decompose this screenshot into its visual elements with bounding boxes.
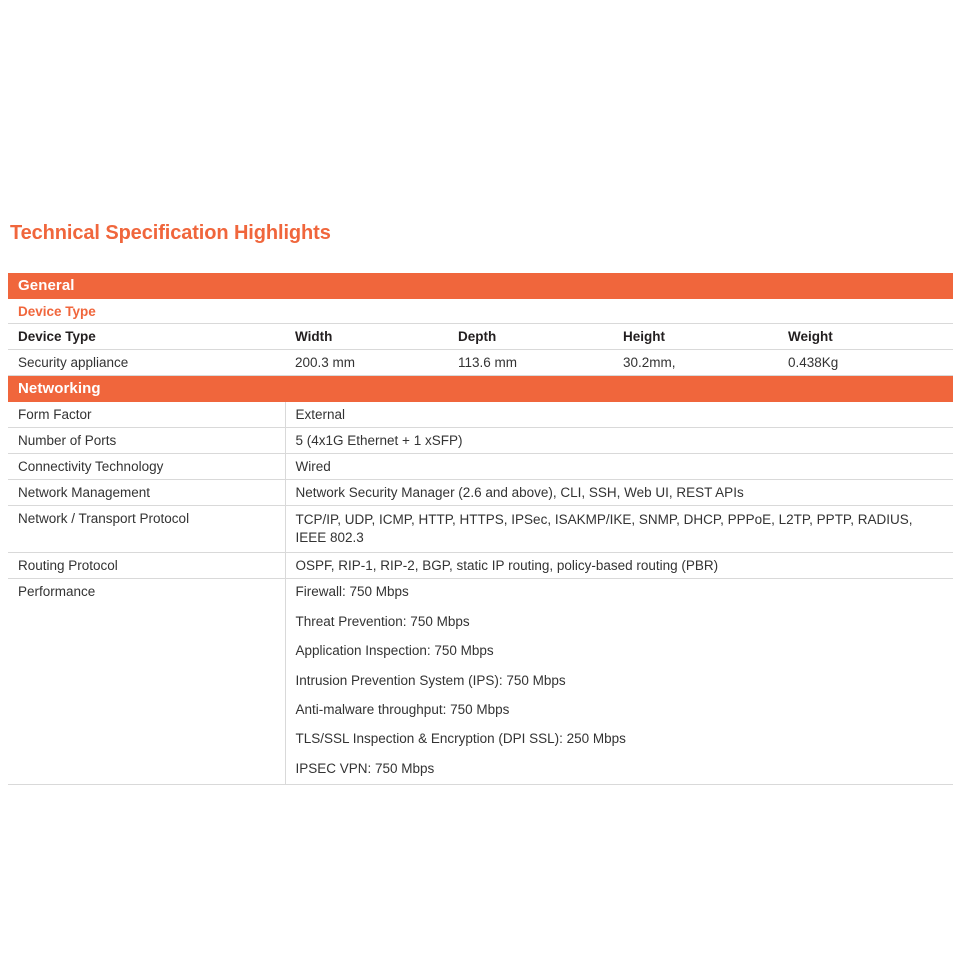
cell-value-network-management: Network Security Manager (2.6 and above), CLI, SSH, Web UI, REST APIs (285, 480, 953, 506)
table-header-row (8, 324, 953, 350)
cell-label-routing-protocol: Routing Protocol (8, 553, 285, 579)
section-header-networking (8, 376, 953, 403)
subsection-label-device-type-text: Device Type (8, 299, 953, 324)
section-header-general (8, 273, 953, 299)
table-row (8, 428, 953, 454)
cell-value-connectivity-technology: Wired (285, 454, 953, 480)
cell-depth: 113.6 mm (448, 350, 613, 376)
list-item: Intrusion Prevention System (IPS): 750 Mbps (295, 672, 566, 688)
technical-specification-table (8, 273, 953, 785)
cell-width: 200.3 mm (285, 350, 448, 376)
list-item: IPSEC VPN: 750 Mbps (295, 760, 435, 776)
page-title: Technical Specification Highlights (10, 222, 331, 244)
cell-value-routing-protocol: OSPF, RIP-1, RIP-2, BGP, static IP routing, policy-based routing (PBR) (285, 553, 953, 579)
cell-label-form-factor: Form Factor (8, 402, 285, 428)
cell-value-network-transport-protocol: TCP/IP, UDP, ICMP, HTTP, HTTPS, IPSec, ISAKMP/IKE, SNMP, DHCP, PPPoE, L2TP, PPTP, RADIUS, IEEE 802.3 (285, 506, 953, 553)
list-item: TLS/SSL Inspection & Encryption (DPI SSL): 250 Mbps (295, 731, 626, 747)
cell-device-type: Security appliance (8, 350, 285, 376)
cell-value-form-factor: External (285, 402, 953, 428)
table-row (8, 402, 953, 428)
table-row (8, 454, 953, 480)
column-header-height: Height (613, 324, 778, 350)
table-row-performance (8, 579, 953, 784)
column-header-depth: Depth (448, 324, 613, 350)
table-row (8, 350, 953, 376)
performance-list (296, 584, 944, 777)
cell-label-network-management: Network Management (8, 480, 285, 506)
cell-weight: 0.438Kg (778, 350, 953, 376)
cell-height: 30.2mm, (613, 350, 778, 376)
table-row (8, 480, 953, 506)
cell-label-connectivity-technology: Connectivity Technology (8, 454, 285, 480)
cell-value-performance (285, 579, 953, 784)
table-row (8, 553, 953, 579)
column-header-device-type: Device Type (8, 324, 285, 350)
table-row (8, 506, 953, 553)
list-item: Application Inspection: 750 Mbps (295, 643, 494, 659)
cell-label-performance: Performance (8, 579, 285, 784)
list-item: Threat Prevention: 750 Mbps (295, 613, 470, 629)
section-header-general-label: General (8, 273, 953, 299)
list-item: Anti-malware throughput: 750 Mbps (295, 701, 510, 717)
cell-label-network-transport-protocol: Network / Transport Protocol (8, 506, 285, 553)
subsection-label-device-type (8, 299, 953, 324)
section-header-networking-label: Networking (8, 376, 953, 403)
spec-sheet (8, 222, 953, 785)
column-header-width: Width (285, 324, 448, 350)
cell-value-number-of-ports: 5 (4x1G Ethernet + 1 xSFP) (285, 428, 953, 454)
column-header-weight: Weight (778, 324, 953, 350)
cell-label-number-of-ports: Number of Ports (8, 428, 285, 454)
list-item: Firewall: 750 Mbps (295, 584, 409, 600)
